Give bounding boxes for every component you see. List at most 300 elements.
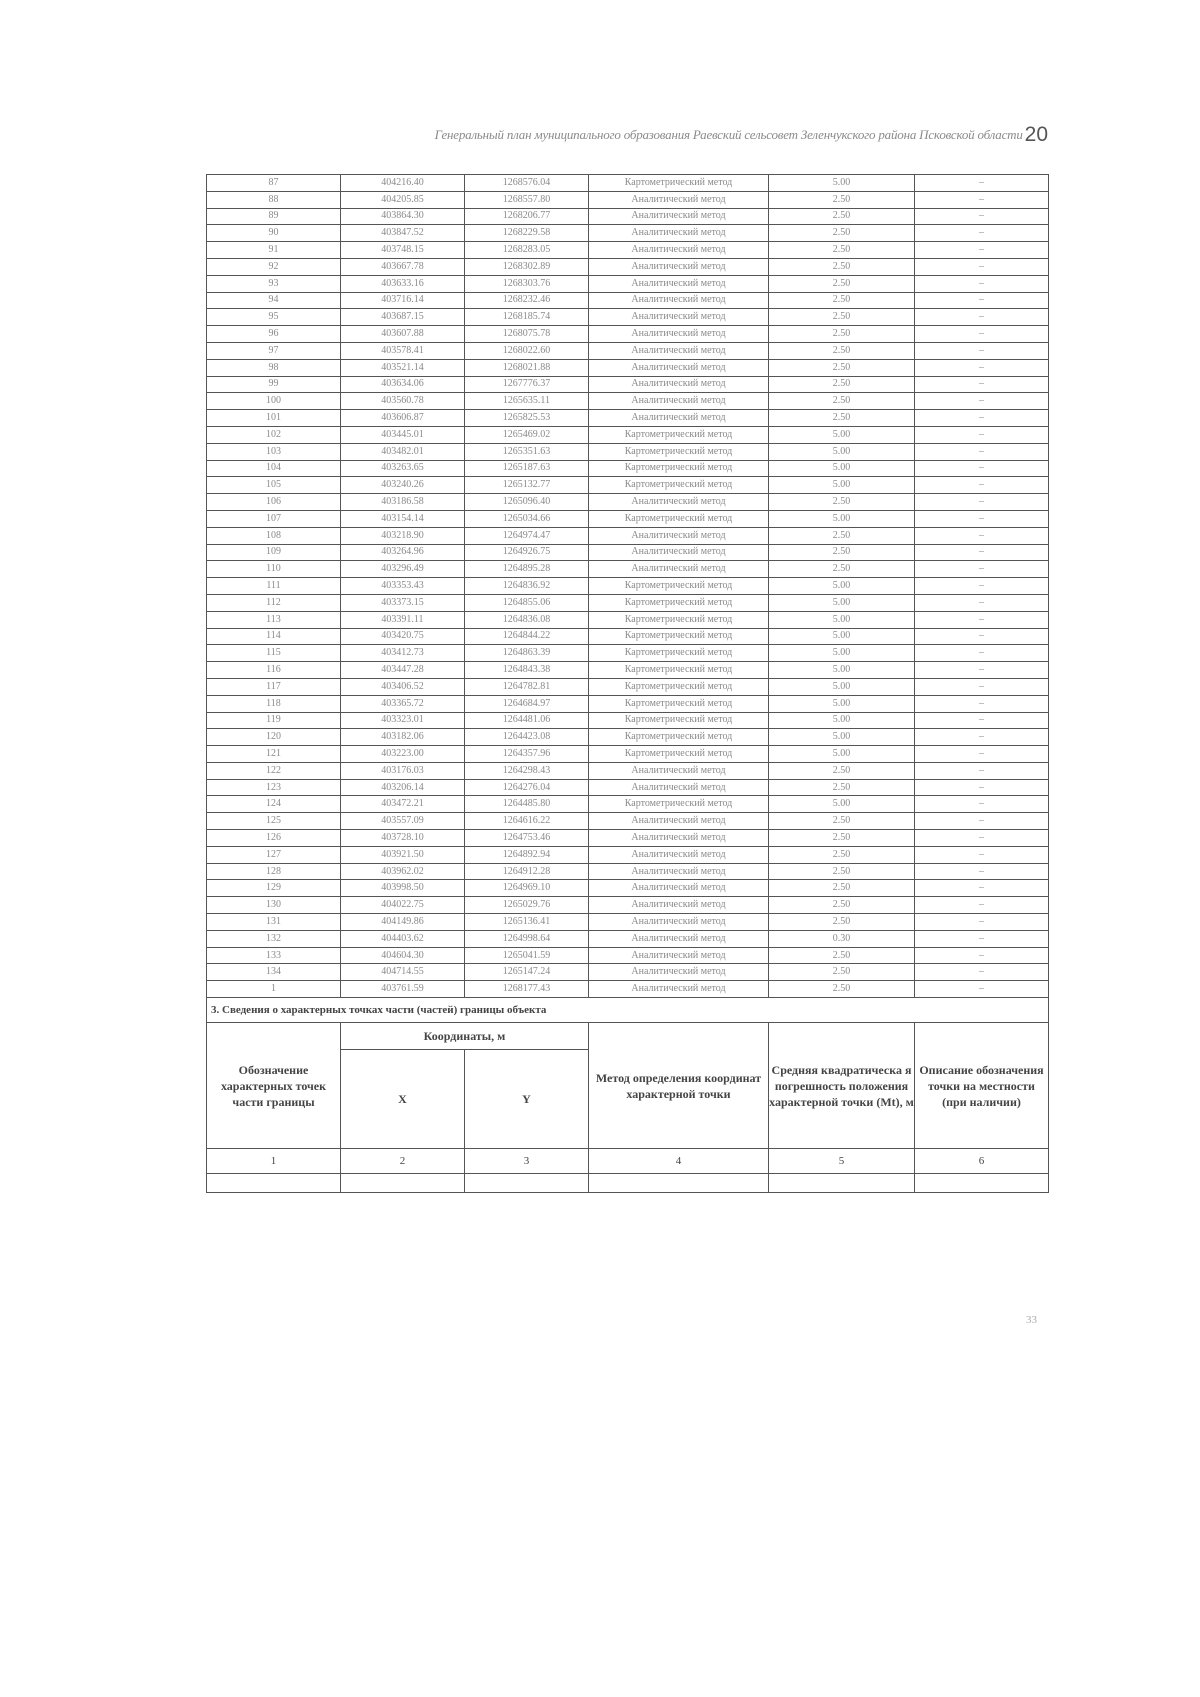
point-number-cell: 134 xyxy=(207,964,341,981)
description-cell: – xyxy=(915,275,1049,292)
table-row xyxy=(207,981,1049,998)
error-cell: 2.50 xyxy=(769,410,915,427)
error-cell: 2.50 xyxy=(769,813,915,830)
description-cell: – xyxy=(915,746,1049,763)
table-row xyxy=(207,796,1049,813)
x-coordinate-cell: 403667.78 xyxy=(341,258,465,275)
method-cell: Аналитический метод xyxy=(589,880,769,897)
method-cell: Картометрический метод xyxy=(589,796,769,813)
y-coordinate-cell: 1264276.04 xyxy=(465,779,589,796)
x-coordinate-cell: 403186.58 xyxy=(341,494,465,511)
point-number-cell: 106 xyxy=(207,494,341,511)
table-row xyxy=(207,477,1049,494)
y-coordinate-cell: 1264298.43 xyxy=(465,762,589,779)
table-row xyxy=(207,527,1049,544)
method-cell: Аналитический метод xyxy=(589,813,769,830)
table-row xyxy=(207,930,1049,947)
error-cell: 5.00 xyxy=(769,460,915,477)
method-cell: Аналитический метод xyxy=(589,527,769,544)
method-cell: Аналитический метод xyxy=(589,258,769,275)
description-cell: – xyxy=(915,779,1049,796)
table-row xyxy=(207,443,1049,460)
description-cell: – xyxy=(915,393,1049,410)
col-y-header: Y xyxy=(465,1050,589,1149)
error-cell: 2.50 xyxy=(769,494,915,511)
point-number-cell: 102 xyxy=(207,426,341,443)
y-coordinate-cell: 1268303.76 xyxy=(465,275,589,292)
point-number-cell: 113 xyxy=(207,611,341,628)
y-coordinate-cell: 1264684.97 xyxy=(465,695,589,712)
point-number-cell: 115 xyxy=(207,645,341,662)
error-cell: 2.50 xyxy=(769,326,915,343)
x-coordinate-cell: 403607.88 xyxy=(341,326,465,343)
table-row xyxy=(207,309,1049,326)
y-coordinate-cell: 1265469.02 xyxy=(465,426,589,443)
error-cell: 2.50 xyxy=(769,359,915,376)
method-cell: Аналитический метод xyxy=(589,494,769,511)
table-row xyxy=(207,813,1049,830)
y-coordinate-cell: 1268232.46 xyxy=(465,292,589,309)
point-number-cell: 127 xyxy=(207,846,341,863)
column-number: 5 xyxy=(769,1149,915,1174)
error-cell: 2.50 xyxy=(769,376,915,393)
y-coordinate-cell: 1264926.75 xyxy=(465,544,589,561)
method-cell: Картометрический метод xyxy=(589,594,769,611)
table-row xyxy=(207,359,1049,376)
method-cell: Аналитический метод xyxy=(589,561,769,578)
description-cell: – xyxy=(915,678,1049,695)
table-row xyxy=(207,863,1049,880)
description-cell: – xyxy=(915,426,1049,443)
description-cell: – xyxy=(915,309,1049,326)
description-cell: – xyxy=(915,729,1049,746)
y-coordinate-cell: 1264616.22 xyxy=(465,813,589,830)
table-row xyxy=(207,914,1049,931)
table-row xyxy=(207,897,1049,914)
method-cell: Аналитический метод xyxy=(589,779,769,796)
x-coordinate-cell: 403240.26 xyxy=(341,477,465,494)
error-cell: 2.50 xyxy=(769,527,915,544)
y-coordinate-cell: 1265132.77 xyxy=(465,477,589,494)
table-row xyxy=(207,510,1049,527)
y-coordinate-cell: 1267776.37 xyxy=(465,376,589,393)
table-row xyxy=(207,494,1049,511)
method-cell: Аналитический метод xyxy=(589,830,769,847)
point-number-cell: 114 xyxy=(207,628,341,645)
y-coordinate-cell: 1265351.63 xyxy=(465,443,589,460)
point-number-cell: 110 xyxy=(207,561,341,578)
description-cell: – xyxy=(915,477,1049,494)
description-cell: – xyxy=(915,376,1049,393)
description-cell: – xyxy=(915,594,1049,611)
description-cell: – xyxy=(915,175,1049,192)
method-cell: Аналитический метод xyxy=(589,342,769,359)
method-cell: Аналитический метод xyxy=(589,914,769,931)
section3-title: 3. Сведения о характерных точках части (частей) границы объекта xyxy=(207,998,1049,1023)
x-coordinate-cell: 403864.30 xyxy=(341,208,465,225)
method-cell: Аналитический метод xyxy=(589,930,769,947)
x-coordinate-cell: 403847.52 xyxy=(341,225,465,242)
error-cell: 5.00 xyxy=(769,477,915,494)
description-cell: – xyxy=(915,947,1049,964)
method-cell: Аналитический метод xyxy=(589,309,769,326)
error-cell: 5.00 xyxy=(769,443,915,460)
error-cell: 2.50 xyxy=(769,880,915,897)
description-cell: – xyxy=(915,561,1049,578)
method-cell: Картометрический метод xyxy=(589,578,769,595)
table-row xyxy=(207,258,1049,275)
method-cell: Картометрический метод xyxy=(589,477,769,494)
description-cell: – xyxy=(915,410,1049,427)
table-row xyxy=(207,611,1049,628)
page-header xyxy=(248,124,1048,146)
point-number-cell: 126 xyxy=(207,830,341,847)
description-cell: – xyxy=(915,527,1049,544)
point-number-cell: 129 xyxy=(207,880,341,897)
method-cell: Картометрический метод xyxy=(589,628,769,645)
point-number-cell: 87 xyxy=(207,175,341,192)
error-cell: 2.50 xyxy=(769,779,915,796)
x-coordinate-cell: 403748.15 xyxy=(341,242,465,259)
description-cell: – xyxy=(915,645,1049,662)
header-page-badge: 20 xyxy=(1024,123,1048,146)
x-coordinate-cell: 403472.21 xyxy=(341,796,465,813)
method-cell: Аналитический метод xyxy=(589,863,769,880)
description-cell: – xyxy=(915,662,1049,679)
description-cell: – xyxy=(915,342,1049,359)
column-number: 1 xyxy=(207,1149,341,1174)
y-coordinate-cell: 1264836.92 xyxy=(465,578,589,595)
x-coordinate-cell: 403521.14 xyxy=(341,359,465,376)
point-number-cell: 128 xyxy=(207,863,341,880)
x-coordinate-cell: 403218.90 xyxy=(341,527,465,544)
description-cell: – xyxy=(915,611,1049,628)
point-number-cell: 109 xyxy=(207,544,341,561)
point-number-cell: 131 xyxy=(207,914,341,931)
method-cell: Картометрический метод xyxy=(589,729,769,746)
error-cell: 2.50 xyxy=(769,258,915,275)
x-coordinate-cell: 403263.65 xyxy=(341,460,465,477)
x-coordinate-cell: 403406.52 xyxy=(341,678,465,695)
x-coordinate-cell: 403578.41 xyxy=(341,342,465,359)
column-number-row xyxy=(207,1149,1049,1174)
description-cell: – xyxy=(915,712,1049,729)
x-coordinate-cell: 403323.01 xyxy=(341,712,465,729)
point-number-cell: 96 xyxy=(207,326,341,343)
point-number-cell: 1 xyxy=(207,981,341,998)
x-coordinate-cell: 403296.49 xyxy=(341,561,465,578)
y-coordinate-cell: 1264844.22 xyxy=(465,628,589,645)
error-cell: 2.50 xyxy=(769,964,915,981)
description-cell: – xyxy=(915,242,1049,259)
method-cell: Аналитический метод xyxy=(589,275,769,292)
y-coordinate-cell: 1268557.80 xyxy=(465,191,589,208)
point-number-cell: 98 xyxy=(207,359,341,376)
table-row xyxy=(207,880,1049,897)
x-coordinate-cell: 403482.01 xyxy=(341,443,465,460)
description-cell: – xyxy=(915,695,1049,712)
method-cell: Картометрический метод xyxy=(589,645,769,662)
method-cell: Картометрический метод xyxy=(589,695,769,712)
y-coordinate-cell: 1265029.76 xyxy=(465,897,589,914)
method-cell: Аналитический метод xyxy=(589,964,769,981)
y-coordinate-cell: 1264892.94 xyxy=(465,846,589,863)
description-cell: – xyxy=(915,830,1049,847)
header-title: Генеральный план муниципального образования Раевский сельсовет Зеленчукского района Псковской области xyxy=(434,127,1023,142)
method-cell: Аналитический метод xyxy=(589,191,769,208)
method-cell: Аналитический метод xyxy=(589,897,769,914)
error-cell: 5.00 xyxy=(769,796,915,813)
description-cell: – xyxy=(915,191,1049,208)
description-cell: – xyxy=(915,762,1049,779)
description-cell: – xyxy=(915,460,1049,477)
empty-data-row xyxy=(207,1174,1049,1193)
column-number: 2 xyxy=(341,1149,465,1174)
method-cell: Картометрический метод xyxy=(589,678,769,695)
description-cell: – xyxy=(915,964,1049,981)
y-coordinate-cell: 1265096.40 xyxy=(465,494,589,511)
table-row xyxy=(207,830,1049,847)
error-cell: 5.00 xyxy=(769,746,915,763)
y-coordinate-cell: 1264423.08 xyxy=(465,729,589,746)
description-cell: – xyxy=(915,930,1049,947)
point-number-cell: 132 xyxy=(207,930,341,947)
x-coordinate-cell: 403373.15 xyxy=(341,594,465,611)
error-cell: 5.00 xyxy=(769,578,915,595)
empty-cell xyxy=(769,1174,915,1193)
error-cell: 2.50 xyxy=(769,981,915,998)
method-cell: Картометрический метод xyxy=(589,510,769,527)
y-coordinate-cell: 1268022.60 xyxy=(465,342,589,359)
table-row xyxy=(207,292,1049,309)
x-coordinate-cell: 403606.87 xyxy=(341,410,465,427)
x-coordinate-cell: 403206.14 xyxy=(341,779,465,796)
point-number-cell: 133 xyxy=(207,947,341,964)
y-coordinate-cell: 1264855.06 xyxy=(465,594,589,611)
description-cell: – xyxy=(915,578,1049,595)
coordinates-table xyxy=(206,174,1049,1193)
table-row xyxy=(207,175,1049,192)
method-cell: Аналитический метод xyxy=(589,762,769,779)
point-number-cell: 100 xyxy=(207,393,341,410)
table-row xyxy=(207,208,1049,225)
x-coordinate-cell: 403560.78 xyxy=(341,393,465,410)
table-row xyxy=(207,695,1049,712)
y-coordinate-cell: 1264974.47 xyxy=(465,527,589,544)
point-number-cell: 130 xyxy=(207,897,341,914)
error-cell: 2.50 xyxy=(769,544,915,561)
error-cell: 5.00 xyxy=(769,712,915,729)
error-cell: 2.50 xyxy=(769,561,915,578)
x-coordinate-cell: 404216.40 xyxy=(341,175,465,192)
error-cell: 5.00 xyxy=(769,175,915,192)
point-number-cell: 123 xyxy=(207,779,341,796)
point-number-cell: 116 xyxy=(207,662,341,679)
table-header-row xyxy=(207,1023,1049,1050)
empty-cell xyxy=(589,1174,769,1193)
description-cell: – xyxy=(915,359,1049,376)
y-coordinate-cell: 1264998.64 xyxy=(465,930,589,947)
point-number-cell: 93 xyxy=(207,275,341,292)
table-row xyxy=(207,326,1049,343)
y-coordinate-cell: 1265825.53 xyxy=(465,410,589,427)
error-cell: 2.50 xyxy=(769,897,915,914)
description-cell: – xyxy=(915,494,1049,511)
y-coordinate-cell: 1265136.41 xyxy=(465,914,589,931)
method-cell: Картометрический метод xyxy=(589,175,769,192)
y-coordinate-cell: 1268177.43 xyxy=(465,981,589,998)
error-cell: 5.00 xyxy=(769,628,915,645)
error-cell: 5.00 xyxy=(769,594,915,611)
error-cell: 5.00 xyxy=(769,645,915,662)
error-cell: 5.00 xyxy=(769,678,915,695)
y-coordinate-cell: 1268302.89 xyxy=(465,258,589,275)
y-coordinate-cell: 1264836.08 xyxy=(465,611,589,628)
method-cell: Аналитический метод xyxy=(589,981,769,998)
method-cell: Картометрический метод xyxy=(589,460,769,477)
table-row xyxy=(207,594,1049,611)
table-row xyxy=(207,964,1049,981)
y-coordinate-cell: 1264481.06 xyxy=(465,712,589,729)
y-coordinate-cell: 1265147.24 xyxy=(465,964,589,981)
x-coordinate-cell: 403264.96 xyxy=(341,544,465,561)
method-cell: Картометрический метод xyxy=(589,746,769,763)
point-number-cell: 92 xyxy=(207,258,341,275)
y-coordinate-cell: 1264912.28 xyxy=(465,863,589,880)
method-cell: Аналитический метод xyxy=(589,410,769,427)
table-row xyxy=(207,729,1049,746)
error-cell: 2.50 xyxy=(769,762,915,779)
page-number: 33 xyxy=(1026,1314,1037,1326)
x-coordinate-cell: 404714.55 xyxy=(341,964,465,981)
error-cell: 5.00 xyxy=(769,729,915,746)
x-coordinate-cell: 403223.00 xyxy=(341,746,465,763)
column-number: 6 xyxy=(915,1149,1049,1174)
method-cell: Картометрический метод xyxy=(589,712,769,729)
x-coordinate-cell: 404604.30 xyxy=(341,947,465,964)
error-cell: 5.00 xyxy=(769,662,915,679)
table-row xyxy=(207,410,1049,427)
x-coordinate-cell: 403728.10 xyxy=(341,830,465,847)
table-row xyxy=(207,645,1049,662)
x-coordinate-cell: 403962.02 xyxy=(341,863,465,880)
description-cell: – xyxy=(915,846,1049,863)
x-coordinate-cell: 403633.16 xyxy=(341,275,465,292)
x-coordinate-cell: 403687.15 xyxy=(341,309,465,326)
table-row xyxy=(207,762,1049,779)
point-number-cell: 121 xyxy=(207,746,341,763)
x-coordinate-cell: 403420.75 xyxy=(341,628,465,645)
description-cell: – xyxy=(915,863,1049,880)
x-coordinate-cell: 404403.62 xyxy=(341,930,465,947)
table-row xyxy=(207,561,1049,578)
error-cell: 2.50 xyxy=(769,947,915,964)
col-x-header: X xyxy=(341,1050,465,1149)
y-coordinate-cell: 1264782.81 xyxy=(465,678,589,695)
table-row xyxy=(207,947,1049,964)
y-coordinate-cell: 1264969.10 xyxy=(465,880,589,897)
section3-title-row xyxy=(207,998,1049,1023)
point-number-cell: 108 xyxy=(207,527,341,544)
point-number-cell: 101 xyxy=(207,410,341,427)
description-cell: – xyxy=(915,796,1049,813)
error-cell: 2.50 xyxy=(769,914,915,931)
method-cell: Аналитический метод xyxy=(589,225,769,242)
description-cell: – xyxy=(915,544,1049,561)
point-number-cell: 103 xyxy=(207,443,341,460)
method-cell: Аналитический метод xyxy=(589,292,769,309)
empty-cell xyxy=(915,1174,1049,1193)
x-coordinate-cell: 403761.59 xyxy=(341,981,465,998)
y-coordinate-cell: 1265635.11 xyxy=(465,393,589,410)
description-cell: – xyxy=(915,326,1049,343)
x-coordinate-cell: 403921.50 xyxy=(341,846,465,863)
column-number: 4 xyxy=(589,1149,769,1174)
description-cell: – xyxy=(915,208,1049,225)
method-cell: Картометрический метод xyxy=(589,426,769,443)
description-cell: – xyxy=(915,880,1049,897)
method-cell: Картометрический метод xyxy=(589,662,769,679)
point-number-cell: 89 xyxy=(207,208,341,225)
y-coordinate-cell: 1264357.96 xyxy=(465,746,589,763)
description-cell: – xyxy=(915,813,1049,830)
y-coordinate-cell: 1265041.59 xyxy=(465,947,589,964)
method-cell: Аналитический метод xyxy=(589,359,769,376)
table-row xyxy=(207,746,1049,763)
y-coordinate-cell: 1264843.38 xyxy=(465,662,589,679)
error-cell: 2.50 xyxy=(769,846,915,863)
description-cell: – xyxy=(915,510,1049,527)
y-coordinate-cell: 1268283.05 xyxy=(465,242,589,259)
method-cell: Аналитический метод xyxy=(589,326,769,343)
description-cell: – xyxy=(915,443,1049,460)
point-number-cell: 111 xyxy=(207,578,341,595)
point-number-cell: 125 xyxy=(207,813,341,830)
y-coordinate-cell: 1265034.66 xyxy=(465,510,589,527)
table-row xyxy=(207,342,1049,359)
description-cell: – xyxy=(915,628,1049,645)
error-cell: 5.00 xyxy=(769,426,915,443)
x-coordinate-cell: 404022.75 xyxy=(341,897,465,914)
description-cell: – xyxy=(915,225,1049,242)
y-coordinate-cell: 1268075.78 xyxy=(465,326,589,343)
x-coordinate-cell: 403176.03 xyxy=(341,762,465,779)
table-row xyxy=(207,712,1049,729)
point-number-cell: 120 xyxy=(207,729,341,746)
table-row xyxy=(207,544,1049,561)
col-method-header: Метод определения координат характерной точки xyxy=(589,1023,769,1149)
x-coordinate-cell: 404205.85 xyxy=(341,191,465,208)
y-coordinate-cell: 1268229.58 xyxy=(465,225,589,242)
empty-cell xyxy=(207,1174,341,1193)
error-cell: 2.50 xyxy=(769,208,915,225)
point-number-cell: 99 xyxy=(207,376,341,393)
method-cell: Аналитический метод xyxy=(589,208,769,225)
point-number-cell: 119 xyxy=(207,712,341,729)
x-coordinate-cell: 403447.28 xyxy=(341,662,465,679)
point-number-cell: 104 xyxy=(207,460,341,477)
point-number-cell: 105 xyxy=(207,477,341,494)
error-cell: 2.50 xyxy=(769,863,915,880)
error-cell: 5.00 xyxy=(769,611,915,628)
error-cell: 2.50 xyxy=(769,342,915,359)
col-desc-header: Описание обозначения точки на местности (при наличии) xyxy=(915,1023,1049,1149)
table-row xyxy=(207,779,1049,796)
table-row xyxy=(207,578,1049,595)
error-cell: 5.00 xyxy=(769,510,915,527)
y-coordinate-cell: 1268206.77 xyxy=(465,208,589,225)
y-coordinate-cell: 1268185.74 xyxy=(465,309,589,326)
